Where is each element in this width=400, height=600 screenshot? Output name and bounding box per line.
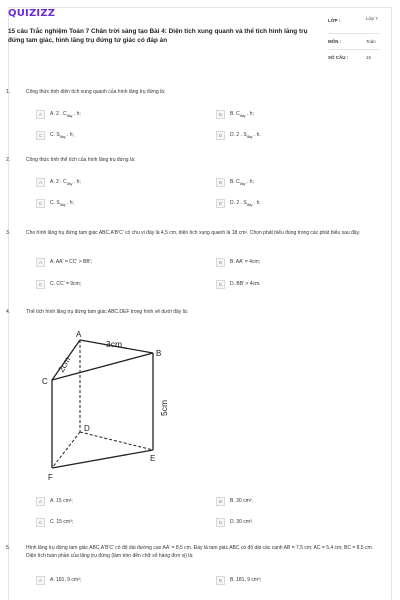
- option-letter-box[interactable]: B: [216, 110, 225, 119]
- quizizz-logo[interactable]: QUIZIZZ: [8, 8, 56, 19]
- option-text: A. 2 . $C_{đáy}$ . h;: [50, 179, 81, 186]
- option-text: D. 2 . $S_{đáy}$ . h.: [230, 200, 261, 207]
- option-letter-box[interactable]: D: [216, 280, 225, 289]
- prism-diagram: [30, 328, 180, 483]
- question-5: [6, 545, 378, 600]
- option-text: C. CC' = 9cm;: [50, 281, 82, 287]
- option-text: A. AA' = CC' > BB';: [50, 259, 93, 265]
- meta-count-value: 15: [366, 55, 372, 60]
- question-number: 1.: [6, 89, 11, 95]
- vertex-c-label: C: [42, 377, 48, 386]
- option-letter-box[interactable]: A: [36, 178, 45, 187]
- option-text: B. $C_{đáy}$ . h;: [230, 111, 254, 118]
- option-text: D. BB' > 4cm.: [230, 281, 261, 287]
- option-text: C. $S_{đáy}$ . h;: [50, 200, 74, 207]
- edge-fe: [52, 450, 156, 468]
- option-c[interactable]: [36, 199, 196, 208]
- option-a[interactable]: [36, 576, 196, 585]
- question-text: Thể tích hình lăng trụ đứng tam giác ABC.DEF trong hình vẽ dưới đây là:: [26, 309, 189, 315]
- option-text: A. 15 cm²;: [50, 498, 73, 504]
- option-letter-box[interactable]: A: [36, 497, 45, 506]
- option-c[interactable]: [36, 280, 196, 289]
- option-d[interactable]: [216, 518, 376, 527]
- option-letter-box[interactable]: A: [36, 258, 45, 267]
- worksheet-title: 15 câu Trắc nghiệm Toán 7 Chân trời sáng tạo Bài 4: Diện tích xung quanh và thể tích hình lăng trụ đứng tam giác, hình lăng trụ đứng tứ giác có đáp án: [8, 28, 308, 44]
- meta-divider: [328, 33, 380, 34]
- vertex-e-label: E: [150, 454, 156, 463]
- option-b[interactable]: [216, 110, 376, 119]
- option-text: B. $C_{đáy}$ . h;: [230, 179, 254, 186]
- option-letter-box[interactable]: B: [216, 576, 225, 585]
- option-text: C. $S_{đáy}$ . h;: [50, 132, 74, 139]
- option-letter-box[interactable]: D: [216, 131, 225, 140]
- option-letter-box[interactable]: C: [36, 199, 45, 208]
- option-letter-box[interactable]: C: [36, 131, 45, 140]
- option-d[interactable]: [216, 199, 376, 208]
- option-b[interactable]: [216, 178, 376, 187]
- worksheet-header: [8, 6, 376, 70]
- edge-df-hidden: [52, 432, 80, 468]
- option-letter-box[interactable]: C: [36, 518, 45, 527]
- option-a[interactable]: [36, 110, 196, 119]
- option-text: B. 30 cm²;: [230, 498, 253, 504]
- option-text: C. 15 cm³;: [50, 519, 74, 525]
- option-b[interactable]: [216, 258, 376, 267]
- option-letter-box[interactable]: C: [36, 280, 45, 289]
- meta-class-value: Lớp 7: [366, 16, 378, 21]
- option-text: D. 2 . $S_{đáy}$ . h.: [230, 132, 261, 139]
- question-2: [6, 157, 378, 217]
- option-a[interactable]: [36, 178, 196, 187]
- option-text: D. 30 cm³.: [230, 519, 254, 525]
- vertex-d-label: D: [84, 424, 90, 433]
- meta-count-label: SỐ CÂU :: [328, 55, 349, 60]
- prism-figure: [30, 328, 180, 483]
- question-3: [6, 230, 378, 295]
- option-c[interactable]: [36, 131, 196, 140]
- question-number: 4.: [6, 309, 11, 315]
- question-number: 5.: [6, 545, 11, 551]
- option-d[interactable]: [216, 280, 376, 289]
- option-letter-box[interactable]: B: [216, 497, 225, 506]
- question-text: Công thức tính thể tích của hình lăng trụ đứng là:: [26, 157, 136, 163]
- question-number: 2.: [6, 157, 11, 163]
- question-number: 3.: [6, 230, 11, 236]
- option-text: A. 2 . $C_{đáy}$ . h;: [50, 111, 81, 118]
- option-letter-box[interactable]: A: [36, 576, 45, 585]
- question-text: Cho hình lăng trụ đứng tam giác ABC.A'B'C' có chu vi đáy là 4,5 cm, diện tích xung quanh là 18 cm². Chọn phát biểu đúng trong các phát biểu sau đây.: [26, 230, 361, 236]
- option-c[interactable]: [36, 518, 196, 527]
- option-text: A. 181, 9 cm²;: [50, 577, 82, 583]
- option-letter-box[interactable]: D: [216, 518, 225, 527]
- option-letter-box[interactable]: D: [216, 199, 225, 208]
- meta-class-label: LỚP :: [328, 18, 341, 23]
- option-text: B. AA' = 4cm;: [230, 259, 260, 265]
- vertex-b-label: B: [156, 349, 162, 358]
- edge-de-hidden: [80, 432, 153, 450]
- vertex-f-label: F: [48, 473, 53, 482]
- option-text: B. 181, 9 cm³;: [230, 577, 262, 583]
- dimension-ac-label: 2cm: [55, 355, 73, 374]
- question-text: Công thức tính diện tích xung quanh của hình lăng trụ đứng là:: [26, 89, 166, 95]
- vertex-a-label: A: [76, 330, 82, 339]
- option-b[interactable]: [216, 497, 376, 506]
- dimension-ab-label: 3cm: [106, 339, 123, 349]
- question-1: [6, 89, 378, 149]
- option-d[interactable]: [216, 131, 376, 140]
- meta-subject-value: Toán: [366, 39, 376, 44]
- option-letter-box[interactable]: B: [216, 258, 225, 267]
- meta-divider: [328, 49, 380, 50]
- dimension-be-label: 5cm: [159, 399, 169, 416]
- option-a[interactable]: [36, 258, 196, 267]
- meta-subject-label: MÔN :: [328, 39, 342, 44]
- option-a[interactable]: [36, 497, 196, 506]
- option-letter-box[interactable]: A: [36, 110, 45, 119]
- option-letter-box[interactable]: B: [216, 178, 225, 187]
- question-text: Hình lăng trụ đứng tam giác ABC.A'B'C' có độ dài đường cao AA' = 8,5 cm. Đáy là tam giác ABC có độ dài các cạnh AB = 7,5 cm; AC = 5,4 cm; BC = 8,5 cm. Diện tích toàn phần của lăng trụ đứng (làm tròn đến chữ số hàng đơn vị) là:: [26, 545, 374, 559]
- option-b[interactable]: [216, 576, 376, 585]
